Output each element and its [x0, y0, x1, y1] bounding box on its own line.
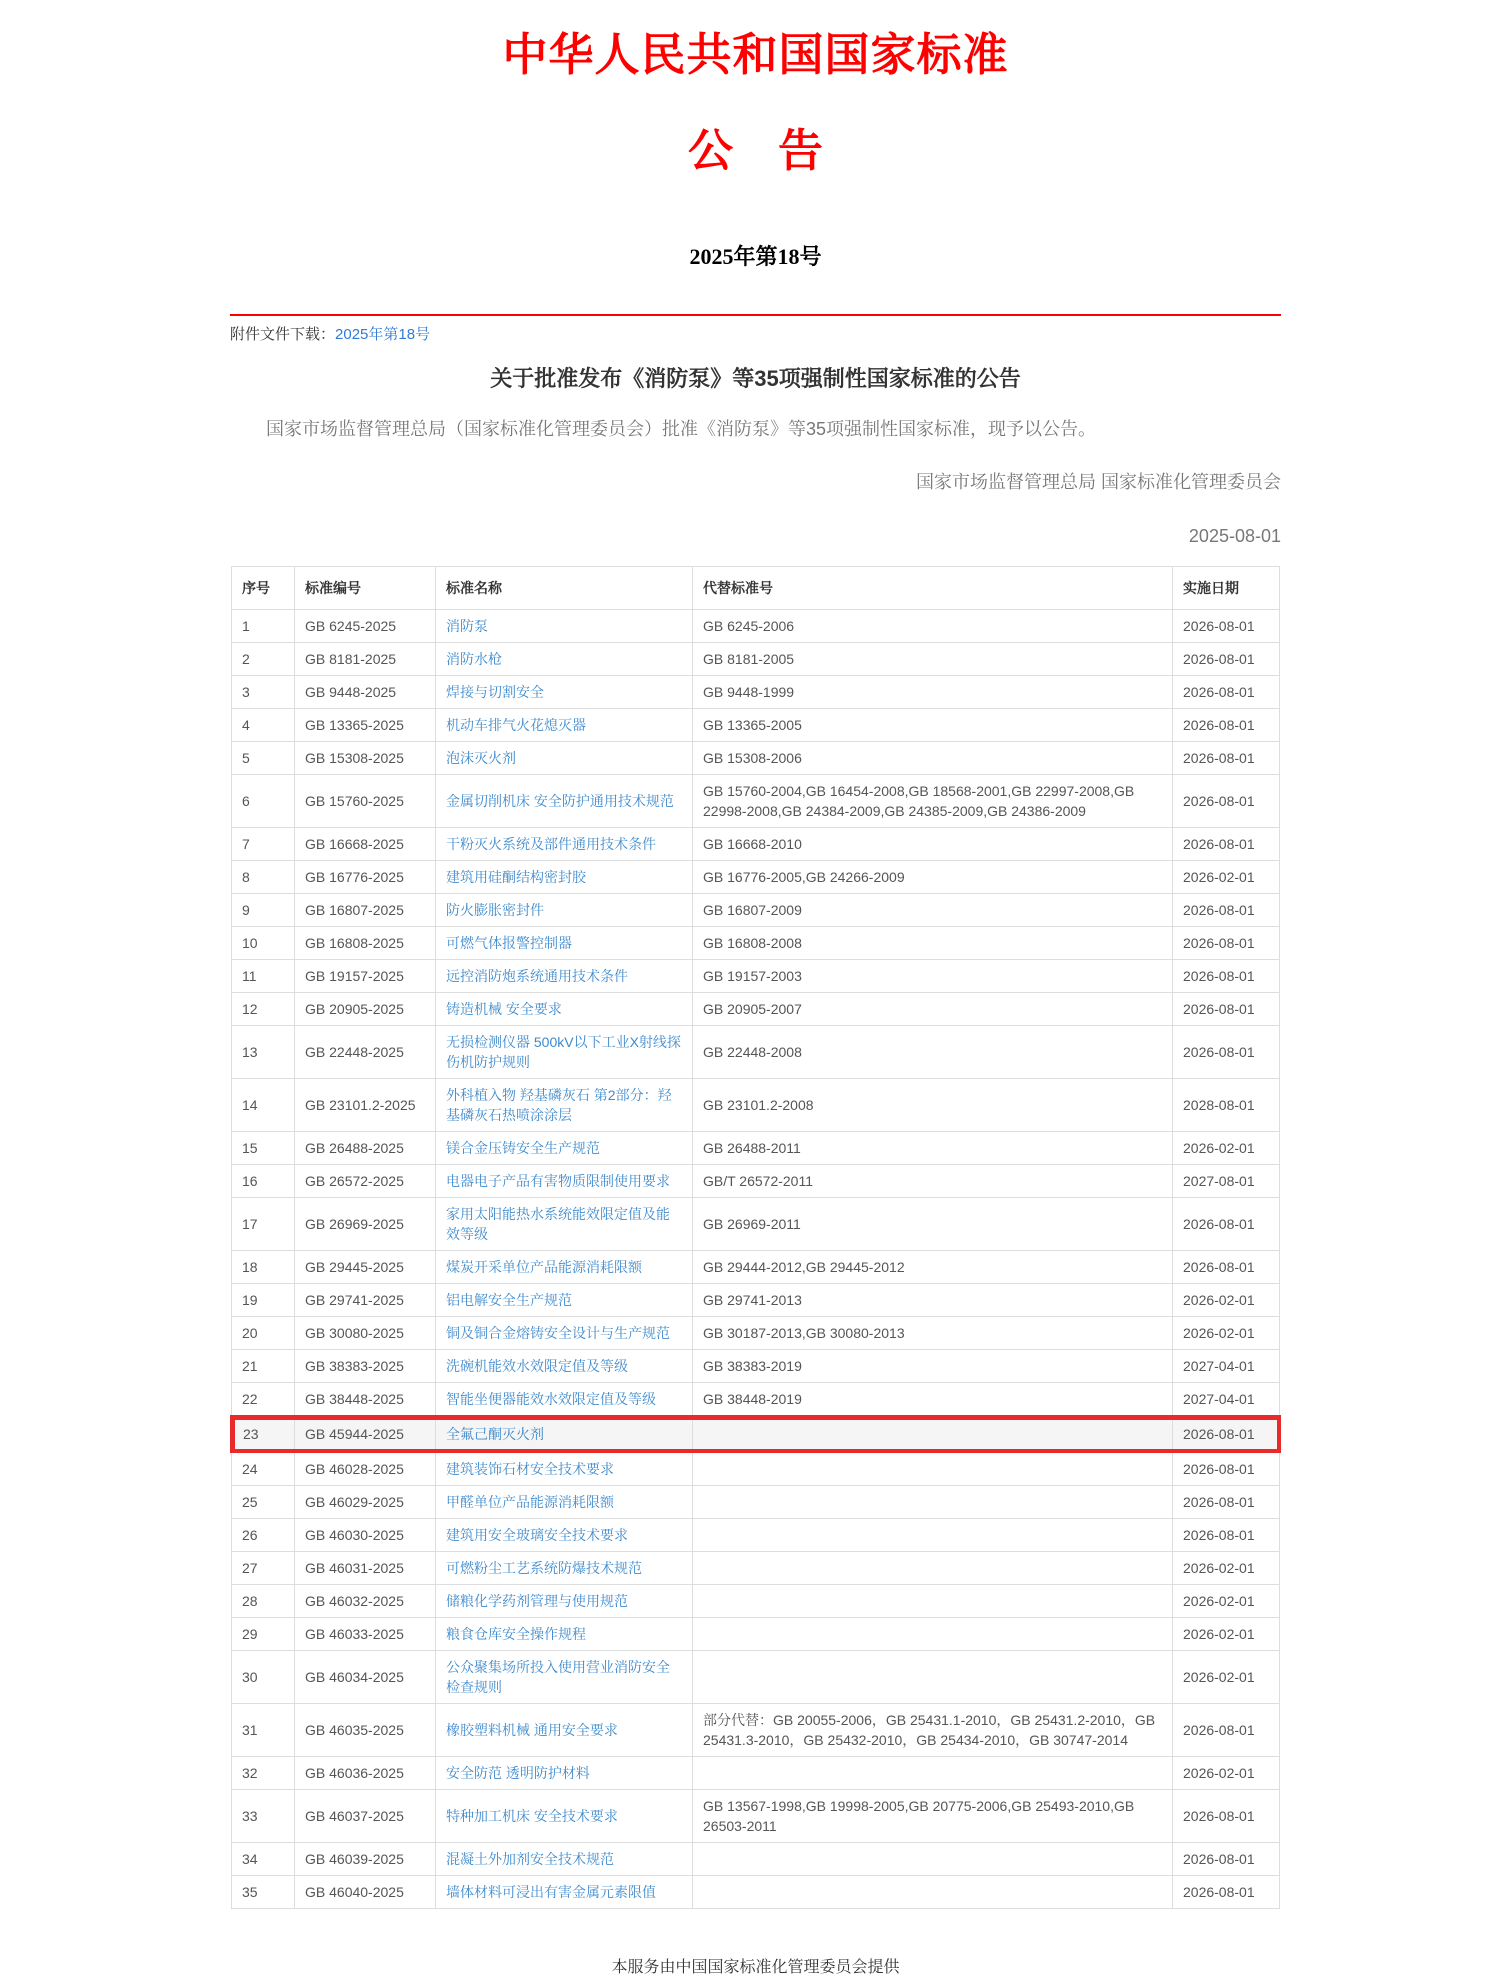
row-index: 18	[232, 1251, 295, 1284]
replaced-standards: GB 30187-2013,GB 30080-2013	[693, 1317, 1173, 1350]
standard-code: GB 16776-2025	[295, 861, 436, 894]
implementation-date: 2026-08-01	[1173, 1251, 1280, 1284]
footer-text: 本服务由中国国家标准化管理委员会提供	[611, 1959, 900, 1976]
replaced-standards	[693, 1757, 1173, 1790]
row-index: 31	[232, 1704, 295, 1757]
standard-name-cell	[436, 1790, 693, 1843]
replaced-standards: GB 22448-2008	[693, 1026, 1173, 1079]
row-index: 12	[232, 993, 295, 1026]
replaced-standards: GB 13567-1998,GB 19998-2005,GB 20775-2006,GB 25493-2010,GB 26503-2011	[693, 1790, 1173, 1843]
column-header-standard-name: 标准名称	[436, 567, 693, 610]
standard-code: GB 6245-2025	[295, 610, 436, 643]
standard-code: GB 20905-2025	[295, 993, 436, 1026]
table-row	[232, 1284, 1280, 1317]
standard-name-cell	[436, 1452, 693, 1486]
table-row	[232, 1251, 1280, 1284]
standard-name-cell	[436, 1486, 693, 1519]
row-index: 30	[232, 1651, 295, 1704]
replaced-standards	[693, 1519, 1173, 1552]
table-row	[232, 709, 1280, 742]
row-index: 32	[232, 1757, 295, 1790]
row-index: 3	[232, 676, 295, 709]
row-index: 1	[232, 610, 295, 643]
row-index: 8	[232, 861, 295, 894]
row-index: 11	[232, 960, 295, 993]
standard-code: GB 46032-2025	[295, 1585, 436, 1618]
implementation-date: 2026-08-01	[1173, 1417, 1280, 1452]
implementation-date: 2027-04-01	[1173, 1350, 1280, 1383]
implementation-date: 2026-02-01	[1173, 1132, 1280, 1165]
standard-name-cell	[436, 1198, 693, 1251]
standards-table-body	[232, 610, 1280, 1909]
replaced-standards: GB 29444-2012,GB 29445-2012	[693, 1251, 1173, 1284]
row-index: 4	[232, 709, 295, 742]
row-index: 29	[232, 1618, 295, 1651]
standard-code: GB 38448-2025	[295, 1383, 436, 1417]
replaced-standards	[693, 1417, 1173, 1452]
standard-code: GB 16807-2025	[295, 894, 436, 927]
replaced-standards: GB 16776-2005,GB 24266-2009	[693, 861, 1173, 894]
row-index: 9	[232, 894, 295, 927]
replaced-standards: 部分代替：GB 20055-2006，GB 25431.1-2010，GB 25431.2-2010，GB 25431.3-2010，GB 25432-2010，GB 25434-2010，GB 30747-2014	[693, 1704, 1173, 1757]
standard-name-cell	[436, 927, 693, 960]
standard-name-cell	[436, 1026, 693, 1079]
standard-name-cell	[436, 1757, 693, 1790]
attachment-row	[230, 324, 1281, 346]
standard-code: GB 8181-2025	[295, 643, 436, 676]
table-row	[232, 1757, 1280, 1790]
row-index: 21	[232, 1350, 295, 1383]
table-row	[232, 1519, 1280, 1552]
table-row	[232, 861, 1280, 894]
standard-name-cell	[436, 643, 693, 676]
implementation-date: 2026-08-01	[1173, 1876, 1280, 1909]
table-row	[232, 1383, 1280, 1417]
standard-name-link[interactable]: 金属切削机床 安全防护通用技术规范	[446, 793, 674, 809]
standard-name-link[interactable]: 洗碗机能效水效限定值及等级	[446, 1358, 628, 1374]
implementation-date: 2026-02-01	[1173, 1651, 1280, 1704]
column-header-impl-date: 实施日期	[1173, 567, 1280, 610]
standard-name-link[interactable]: 混凝土外加剂安全技术规范	[446, 1851, 614, 1867]
replaced-standards: GB 15308-2006	[693, 742, 1173, 775]
replaced-standards	[693, 1618, 1173, 1651]
national-standard-title: 中华人民共和国国家标准	[502, 30, 1009, 80]
standard-code: GB 19157-2025	[295, 960, 436, 993]
standard-name-cell	[436, 1383, 693, 1417]
standard-name-link[interactable]: 甲醛单位产品能源消耗限额	[446, 1494, 614, 1510]
standards-table	[230, 566, 1281, 1909]
table-row	[232, 1843, 1280, 1876]
standard-code: GB 13365-2025	[295, 709, 436, 742]
replaced-standards: GB 23101.2-2008	[693, 1079, 1173, 1132]
implementation-date: 2026-08-01	[1173, 643, 1280, 676]
standard-name-cell	[436, 775, 693, 828]
replaced-standards	[693, 1651, 1173, 1704]
standard-code: GB 38383-2025	[295, 1350, 436, 1383]
standard-code: GB 9448-2025	[295, 676, 436, 709]
row-index: 33	[232, 1790, 295, 1843]
row-index: 10	[232, 927, 295, 960]
replaced-standards: GB 16808-2008	[693, 927, 1173, 960]
standard-name-link[interactable]: 可燃气体报警控制器	[446, 935, 572, 951]
standard-name-cell	[436, 1417, 693, 1452]
standard-name-link[interactable]: 铝电解安全生产规范	[446, 1292, 572, 1308]
standard-code: GB 46028-2025	[295, 1452, 436, 1486]
row-index: 6	[232, 775, 295, 828]
row-index: 34	[232, 1843, 295, 1876]
replaced-standards: GB 38383-2019	[693, 1350, 1173, 1383]
replaced-standards: GB 13365-2005	[693, 709, 1173, 742]
implementation-date: 2026-08-01	[1173, 1790, 1280, 1843]
row-index: 16	[232, 1165, 295, 1198]
standard-code: GB 15760-2025	[295, 775, 436, 828]
implementation-date: 2026-08-01	[1173, 1519, 1280, 1552]
standard-name-cell	[436, 1132, 693, 1165]
implementation-date: 2026-08-01	[1173, 993, 1280, 1026]
replaced-standards	[693, 1452, 1173, 1486]
standard-name-cell	[436, 960, 693, 993]
table-row	[232, 775, 1280, 828]
table-row	[232, 960, 1280, 993]
standard-name-link[interactable]: 干粉灭火系统及部件通用技术条件	[446, 836, 656, 852]
table-row	[232, 610, 1280, 643]
table-row	[232, 676, 1280, 709]
replaced-standards	[693, 1486, 1173, 1519]
standard-name-link[interactable]: 远控消防炮系统通用技术条件	[446, 968, 628, 984]
publish-date: 2025-08-01	[1188, 526, 1281, 546]
standard-name-cell	[436, 1251, 693, 1284]
replaced-standards: GB 6245-2006	[693, 610, 1173, 643]
implementation-date: 2026-08-01	[1173, 1704, 1280, 1757]
implementation-date: 2026-08-01	[1173, 1452, 1280, 1486]
implementation-date: 2026-08-01	[1173, 828, 1280, 861]
standard-code: GB 29445-2025	[295, 1251, 436, 1284]
standard-name-link[interactable]: 粮食仓库安全操作规程	[446, 1626, 586, 1642]
table-row	[232, 1165, 1280, 1198]
standard-name-cell	[436, 1843, 693, 1876]
standard-name-cell	[436, 1350, 693, 1383]
standard-name-cell	[436, 1704, 693, 1757]
replaced-standards: GB 16807-2009	[693, 894, 1173, 927]
table-row	[232, 1350, 1280, 1383]
standard-name-link[interactable]: 安全防范 透明防护材料	[446, 1765, 590, 1781]
implementation-date: 2026-02-01	[1173, 861, 1280, 894]
standard-code: GB 46029-2025	[295, 1486, 436, 1519]
standard-name-link[interactable]: 家用太阳能热水系统能效限定值及能效等级	[446, 1206, 670, 1242]
replaced-standards: GB 8181-2005	[693, 643, 1173, 676]
standard-name-link[interactable]: 建筑装饰石材安全技术要求	[446, 1461, 614, 1477]
row-index: 15	[232, 1132, 295, 1165]
row-index: 25	[232, 1486, 295, 1519]
standard-code: GB 23101.2-2025	[295, 1079, 436, 1132]
replaced-standards: GB 15760-2004,GB 16454-2008,GB 18568-2001,GB 22997-2008,GB 22998-2008,GB 24384-2009,GB 24385-2009,GB 24386-2009	[693, 775, 1173, 828]
standard-name-cell	[436, 1317, 693, 1350]
implementation-date: 2026-08-01	[1173, 1026, 1280, 1079]
standard-name-link[interactable]: 橡胶塑料机械 通用安全要求	[446, 1722, 618, 1738]
standard-name-cell	[436, 1552, 693, 1585]
standard-code: GB 26572-2025	[295, 1165, 436, 1198]
implementation-date: 2027-04-01	[1173, 1383, 1280, 1417]
replaced-standards: GB 9448-1999	[693, 676, 1173, 709]
implementation-date: 2026-02-01	[1173, 1317, 1280, 1350]
standard-code: GB 46034-2025	[295, 1651, 436, 1704]
announcement-subtitle: 公 告	[687, 126, 823, 176]
standard-name-cell	[436, 1651, 693, 1704]
standard-code: GB 30080-2025	[295, 1317, 436, 1350]
implementation-date: 2026-08-01	[1173, 1843, 1280, 1876]
row-index: 22	[232, 1383, 295, 1417]
implementation-date: 2026-08-01	[1173, 742, 1280, 775]
standard-name-cell	[436, 1284, 693, 1317]
row-index: 7	[232, 828, 295, 861]
row-index: 20	[232, 1317, 295, 1350]
column-header-index: 序号	[232, 567, 295, 610]
standard-name-link[interactable]: 建筑用安全玻璃安全技术要求	[446, 1527, 628, 1543]
table-row	[232, 643, 1280, 676]
standard-code: GB 22448-2025	[295, 1026, 436, 1079]
implementation-date: 2026-02-01	[1173, 1585, 1280, 1618]
row-index: 26	[232, 1519, 295, 1552]
implementation-date: 2026-08-01	[1173, 927, 1280, 960]
standard-name-link[interactable]: 煤炭开采单位产品能源消耗限额	[446, 1259, 642, 1275]
implementation-date: 2026-08-01	[1173, 894, 1280, 927]
standard-code: GB 45944-2025	[295, 1417, 436, 1452]
table-row	[232, 742, 1280, 775]
standard-name-link[interactable]: 可燃粉尘工艺系统防爆技术规范	[446, 1560, 642, 1576]
red-divider	[230, 314, 1281, 316]
standard-code: GB 16668-2025	[295, 828, 436, 861]
standard-name-link[interactable]: 铜及铜合金熔铸安全设计与生产规范	[446, 1325, 670, 1341]
replaced-standards: GB 38448-2019	[693, 1383, 1173, 1417]
standard-name-link[interactable]: 外科植入物 羟基磷灰石 第2部分：羟基磷灰石热喷涂涂层	[446, 1087, 672, 1123]
attachment-label: 附件文件下载：	[230, 326, 336, 343]
implementation-date: 2026-08-01	[1173, 610, 1280, 643]
standard-name-cell	[436, 1585, 693, 1618]
implementation-date: 2026-02-01	[1173, 1284, 1280, 1317]
implementation-date: 2026-08-01	[1173, 1198, 1280, 1251]
standard-name-link[interactable]: 智能坐便器能效水效限定值及等级	[446, 1391, 656, 1407]
row-index: 27	[232, 1552, 295, 1585]
issuing-authority: 国家市场监督管理总局 国家标准化管理委员会	[916, 472, 1281, 492]
standard-name-cell	[436, 1079, 693, 1132]
standard-name-cell	[436, 1519, 693, 1552]
table-row	[232, 1585, 1280, 1618]
standard-code: GB 46033-2025	[295, 1618, 436, 1651]
implementation-date: 2026-08-01	[1173, 960, 1280, 993]
replaced-standards: GB 19157-2003	[693, 960, 1173, 993]
standard-name-cell	[436, 894, 693, 927]
standard-name-link[interactable]: 全氟己酮灭火剂	[446, 1426, 544, 1442]
table-row	[232, 927, 1280, 960]
implementation-date: 2026-02-01	[1173, 1552, 1280, 1585]
standard-name-cell	[436, 709, 693, 742]
table-row	[232, 1198, 1280, 1251]
table-row	[232, 1452, 1280, 1486]
table-row	[232, 1618, 1280, 1651]
standard-name-cell	[436, 610, 693, 643]
table-header	[232, 567, 1280, 610]
implementation-date: 2026-08-01	[1173, 709, 1280, 742]
table-row	[232, 1317, 1280, 1350]
standard-code: GB 46035-2025	[295, 1704, 436, 1757]
standard-code: GB 26969-2025	[295, 1198, 436, 1251]
implementation-date: 2027-08-01	[1173, 1165, 1280, 1198]
implementation-date: 2028-08-01	[1173, 1079, 1280, 1132]
announcement-title: 关于批准发布《消防泵》等35项强制性国家标准的公告	[490, 366, 1021, 391]
replaced-standards	[693, 1876, 1173, 1909]
implementation-date: 2026-02-01	[1173, 1618, 1280, 1651]
standard-name-cell	[436, 1165, 693, 1198]
standard-name-link[interactable]: 防火膨胀密封件	[446, 902, 544, 918]
standard-code: GB 46030-2025	[295, 1519, 436, 1552]
standard-name-link[interactable]: 公众聚集场所投入使用营业消防安全检查规则	[446, 1659, 670, 1695]
standard-name-cell	[436, 742, 693, 775]
standard-name-cell	[436, 676, 693, 709]
table-row	[232, 828, 1280, 861]
standard-name-link[interactable]: 电器电子产品有害物质限制使用要求	[446, 1173, 670, 1189]
row-index: 19	[232, 1284, 295, 1317]
row-index: 35	[232, 1876, 295, 1909]
table-row	[232, 1704, 1280, 1757]
standard-code: GB 46031-2025	[295, 1552, 436, 1585]
row-index: 2	[232, 643, 295, 676]
row-index: 5	[232, 742, 295, 775]
replaced-standards	[693, 1585, 1173, 1618]
table-row	[232, 993, 1280, 1026]
standard-name-cell	[436, 1618, 693, 1651]
standard-name-cell	[436, 861, 693, 894]
table-row	[232, 1876, 1280, 1909]
standard-name-link[interactable]: 镁合金压铸安全生产规范	[446, 1140, 600, 1156]
standard-code: GB 26488-2025	[295, 1132, 436, 1165]
standard-name-link[interactable]: 消防泵	[446, 618, 488, 634]
implementation-date: 2026-08-01	[1173, 1486, 1280, 1519]
standard-name-link[interactable]: 建筑用硅酮结构密封胶	[446, 869, 586, 885]
row-index: 13	[232, 1026, 295, 1079]
issue-number: 2025年第18号	[689, 244, 822, 269]
table-row	[232, 1079, 1280, 1132]
table-row	[232, 1790, 1280, 1843]
standard-code: GB 46039-2025	[295, 1843, 436, 1876]
replaced-standards: GB 16668-2010	[693, 828, 1173, 861]
replaced-standards: GB/T 26572-2011	[693, 1165, 1173, 1198]
standard-name-link[interactable]: 特种加工机床 安全技术要求	[446, 1808, 618, 1824]
standard-name-link[interactable]: 机动车排气火花熄灭器	[446, 717, 586, 733]
standard-name-link[interactable]: 储粮化学药剂管理与使用规范	[446, 1593, 628, 1609]
table-row	[232, 1486, 1280, 1519]
announcement-body: 国家市场监督管理总局（国家标准化管理委员会）批准《消防泵》等35项强制性国家标准，现予以公告。	[266, 419, 1097, 439]
implementation-date: 2026-08-01	[1173, 775, 1280, 828]
row-index: 28	[232, 1585, 295, 1618]
standard-name-cell	[436, 828, 693, 861]
replaced-standards: GB 29741-2013	[693, 1284, 1173, 1317]
row-index: 23	[232, 1417, 295, 1452]
replaced-standards: GB 26969-2011	[693, 1198, 1173, 1251]
row-index: 14	[232, 1079, 295, 1132]
replaced-standards: GB 26488-2011	[693, 1132, 1173, 1165]
standard-name-link[interactable]: 铸造机械 安全要求	[446, 1001, 562, 1017]
standard-code: GB 29741-2025	[295, 1284, 436, 1317]
standard-code: GB 15308-2025	[295, 742, 436, 775]
header-row	[232, 567, 1280, 610]
column-header-replaced: 代替标准号	[693, 567, 1173, 610]
table-row	[232, 1552, 1280, 1585]
table-row	[232, 1026, 1280, 1079]
replaced-standards: GB 20905-2007	[693, 993, 1173, 1026]
standard-code: GB 16808-2025	[295, 927, 436, 960]
standard-code: GB 46040-2025	[295, 1876, 436, 1909]
standard-name-link[interactable]: 无损检测仪器 500kV以下工业X射线探伤机防护规则	[446, 1034, 681, 1070]
standard-name-cell	[436, 993, 693, 1026]
table-row	[232, 1417, 1280, 1452]
announcement-page	[230, 0, 1281, 1979]
replaced-standards	[693, 1843, 1173, 1876]
attachment-download-link[interactable]: 2025年第18号	[335, 326, 431, 343]
standard-name-link[interactable]: 墙体材料可浸出有害金属元素限值	[446, 1884, 656, 1900]
standard-name-link[interactable]: 泡沫灭火剂	[446, 750, 516, 766]
standard-name-cell	[436, 1876, 693, 1909]
row-index: 24	[232, 1452, 295, 1486]
table-row	[232, 894, 1280, 927]
standard-name-link[interactable]: 焊接与切割安全	[446, 684, 544, 700]
row-index: 17	[232, 1198, 295, 1251]
implementation-date: 2026-08-01	[1173, 676, 1280, 709]
replaced-standards	[693, 1552, 1173, 1585]
standard-code: GB 46037-2025	[295, 1790, 436, 1843]
standard-name-link[interactable]: 消防水枪	[446, 651, 502, 667]
table-row	[232, 1132, 1280, 1165]
column-header-standard-code: 标准编号	[295, 567, 436, 610]
standard-code: GB 46036-2025	[295, 1757, 436, 1790]
table-row	[232, 1651, 1280, 1704]
implementation-date: 2026-02-01	[1173, 1757, 1280, 1790]
